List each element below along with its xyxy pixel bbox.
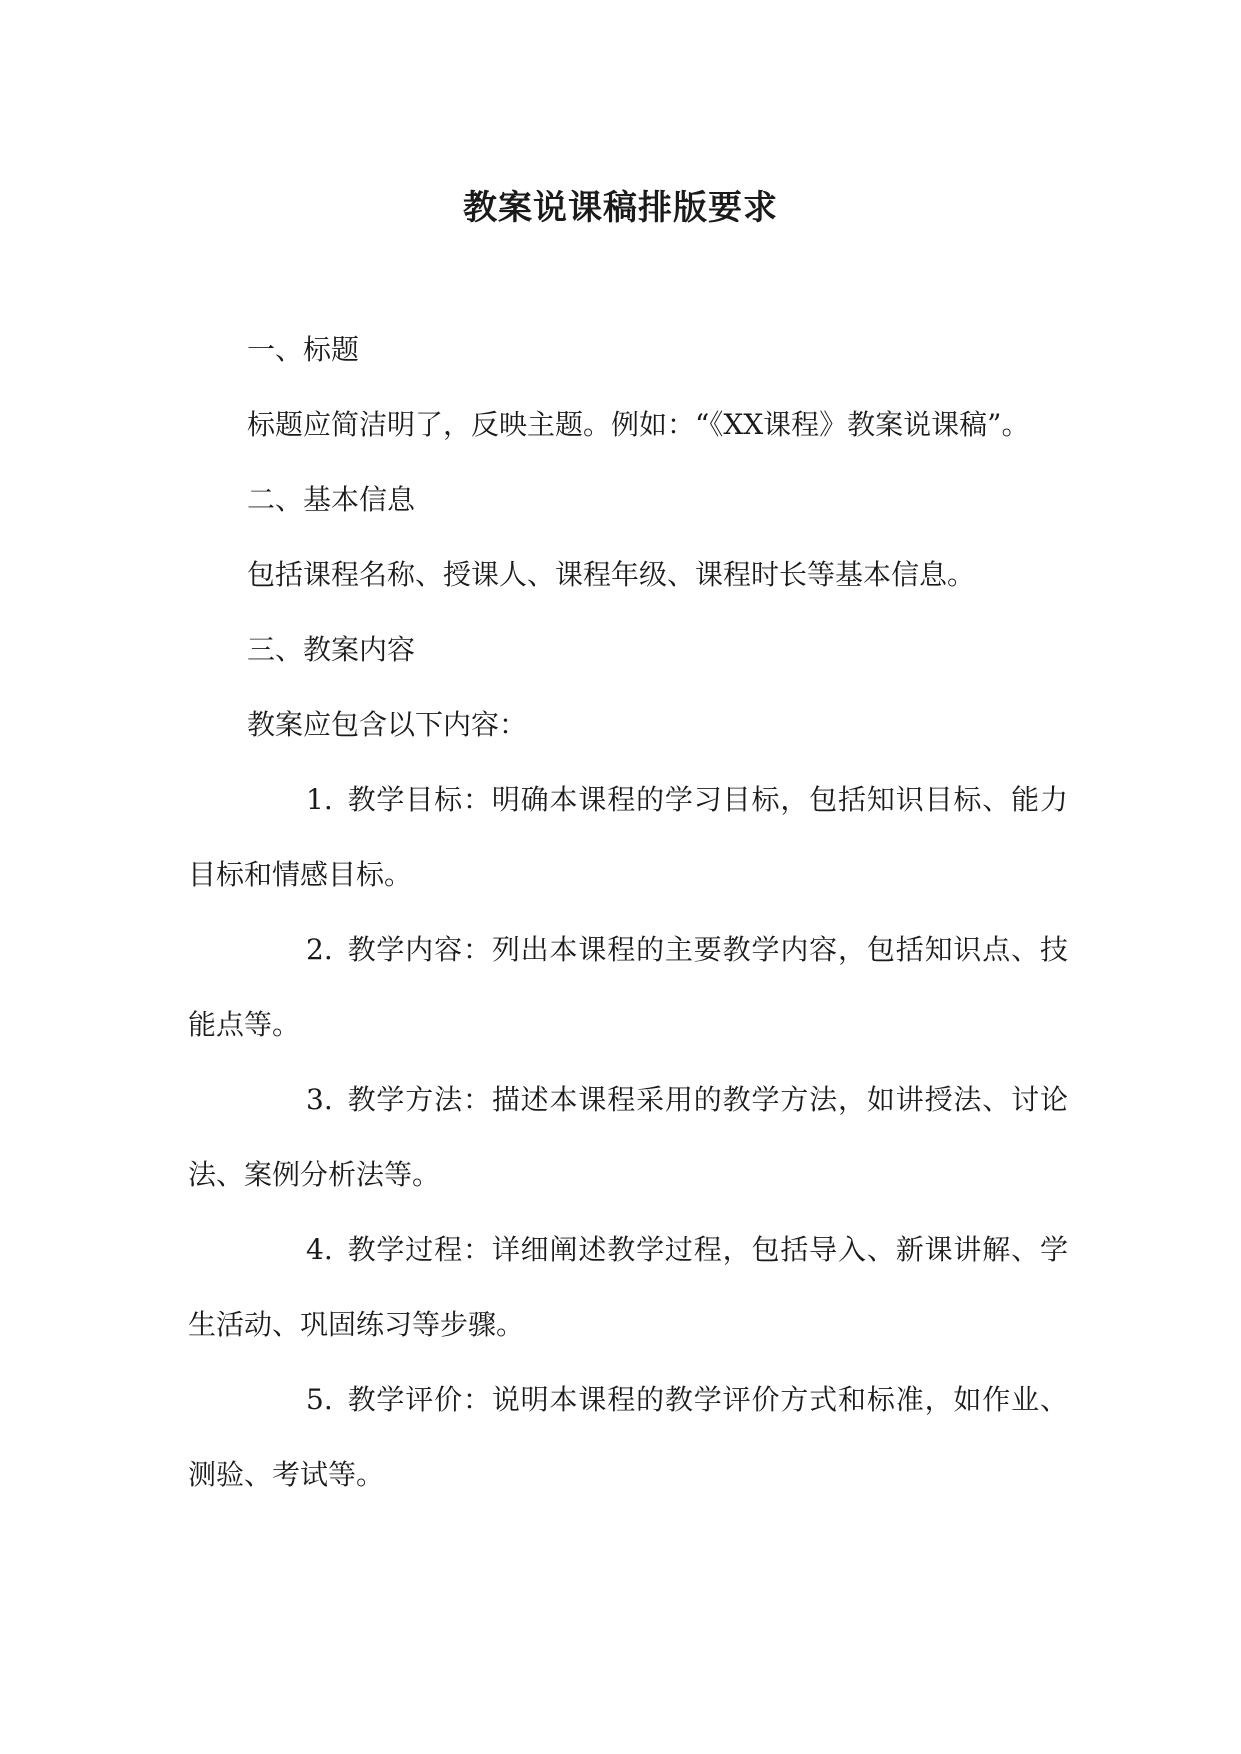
document-body bbox=[188, 312, 1068, 1512]
list-item-text: 教学评价：说明本课程的教学评价方式和标准，如作业、测验、考试等。 bbox=[188, 1383, 1068, 1491]
list-item bbox=[188, 1212, 1068, 1362]
section-heading-basic-info: 二、基本信息 bbox=[247, 483, 416, 516]
page-title: 教案说课稿排版要求 bbox=[463, 188, 778, 228]
list-item-number: 5. bbox=[306, 1383, 333, 1416]
paragraph-title-desc: 标题应简洁明了，反映主题。例如：“《XX课程》教案说课稿”。 bbox=[247, 408, 1030, 441]
list-item-text: 教学方法：描述本课程采用的教学方法，如讲授法、讨论法、案例分析法等。 bbox=[188, 1083, 1068, 1191]
list-item-text: 教学目标：明确本课程的学习目标，包括知识目标、能力目标和情感目标。 bbox=[188, 783, 1068, 891]
list-item-text: 教学过程：详细阐述教学过程，包括导入、新课讲解、学生活动、巩固练习等步骤。 bbox=[188, 1233, 1068, 1341]
paragraph-lesson-intro: 教案应包含以下内容： bbox=[247, 708, 528, 741]
list-item-number: 3. bbox=[306, 1083, 333, 1116]
list-item-text: 教学内容：列出本课程的主要教学内容，包括知识点、技能点等。 bbox=[188, 933, 1068, 1041]
list-item-number: 1. bbox=[306, 783, 333, 816]
paragraph-basic-info: 包括课程名称、授课人、课程年级、课程时长等基本信息。 bbox=[247, 558, 976, 591]
list-item-number: 4. bbox=[306, 1233, 333, 1266]
list-item bbox=[188, 1062, 1068, 1212]
list-item bbox=[188, 912, 1068, 1062]
section-heading-lesson-content: 三、教案内容 bbox=[247, 633, 416, 666]
list-item-number: 2. bbox=[306, 933, 333, 966]
list-item bbox=[188, 1362, 1068, 1512]
section-heading-title: 一、标题 bbox=[247, 333, 360, 366]
list-item bbox=[188, 762, 1068, 912]
